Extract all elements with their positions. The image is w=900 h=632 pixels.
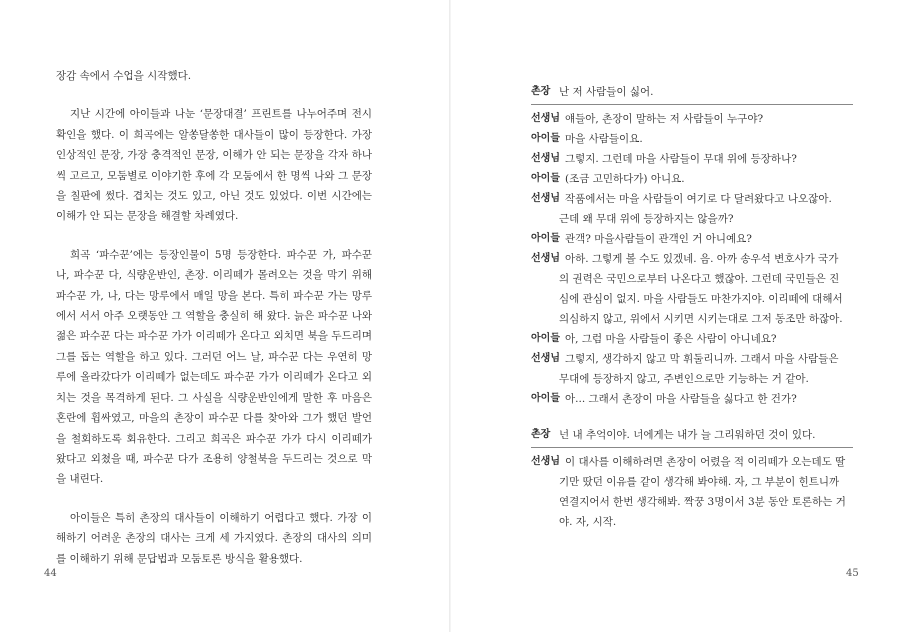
dialogue-text: 무대에 등장하지 않고, 주변인으로만 기능하는 거 같아. <box>559 373 809 385</box>
speaker-label: 촌장 <box>531 429 551 440</box>
dialogue-text: 마을 사람들이요. <box>565 133 643 145</box>
page-number: 44 <box>44 568 57 579</box>
quoted-line <box>531 425 853 445</box>
dialogue-line <box>531 229 853 249</box>
quoted-line <box>531 82 853 102</box>
dialogue-text: 의 권력은 국민으로부터 나온다고 했잖아. 그런데 국민들은 진 <box>559 273 840 285</box>
dialogue-line-continued <box>531 512 853 532</box>
dialogue-text: 근데 왜 무대 위에 등장하지는 않을까? <box>559 213 734 225</box>
dialogue-text: (조금 고민하다가) 아니요. <box>565 173 685 185</box>
dialogue-text: 기만 땄던 이유를 같이 생각해 봐야해. 자, 그 부분이 힌트니까 <box>559 476 840 488</box>
quoted-text: 넌 내 추억이야. 너에게는 내가 늘 그리워하던 것이 있다. <box>559 429 816 441</box>
dialogue-line <box>531 349 853 369</box>
page-number: 45 <box>846 568 859 579</box>
dialogue-line-continued <box>531 209 853 229</box>
dialogue-text: 야. 자, 시작. <box>559 516 617 528</box>
dialogue-text: 의심하지 않고, 위에서 시키면 시키는대로 그저 동조만 하잖아. <box>559 313 843 325</box>
block-spacer <box>531 409 853 425</box>
speaker-label: 아이들 <box>531 173 560 184</box>
quoted-text: 난 저 사람들이 싫어. <box>559 86 654 98</box>
dialogue-line <box>531 329 853 349</box>
dialogue-text: 이 대사를 이해하려면 촌장이 어렸을 적 이리떼가 오는데도 딸 <box>565 456 846 468</box>
dialogue-text: 연결지어서 한번 생각해봐. 짝꿍 3명이서 3분 동안 토론하는 거 <box>559 496 846 508</box>
dialogue-text: 그렇지. 그런데 마을 사람들이 무대 위에 등장하나? <box>565 153 797 165</box>
dialogue-text: 관객? 마을사람들이 관객인 거 아니예요? <box>565 233 752 245</box>
speaker-label: 촌장 <box>531 86 551 97</box>
dialogue-line-continued <box>531 269 853 289</box>
speaker-label: 아이들 <box>531 393 560 404</box>
dialogue-text: 얘들아, 촌장이 말하는 저 사람들이 누구야? <box>565 113 764 125</box>
dialogue-line <box>531 189 853 209</box>
dialogue-text: 아... 그래서 촌장이 마을 사람들을 싫다고 한 건가? <box>565 393 797 405</box>
speaker-label: 선생님 <box>531 113 560 124</box>
dialogue-text: 심에 관심이 없지. 마을 사람들도 마찬가지야. 이리떼에 대해서 <box>559 293 843 305</box>
paragraph: 지난 시간에 아이들과 나눈 ‘문장대결’ 프린트를 나누어주며 전시 확인을 했다. 이 희곡에는 알쏭달쏭한 대사들이 많이 등장한다. 가장 인상적인 문장, 가장 충격적인 문장, 이해가 안 되는 문장을 각자 하나씩 고르고, 모둠별로 이야기한 후에 각 모둠에서 한 명씩 나와 그 문장을 칠판에 썼다. 겹치는 것도 있고, 아닌 것도 있었다. 이번 시간에는 이해가 안 되는 문장을 해결할 차례였다. <box>56 108 372 223</box>
speaker-label: 아이들 <box>531 333 560 344</box>
dialogue-line-continued <box>531 472 853 492</box>
speaker-label: 선생님 <box>531 456 560 467</box>
dialogue-line <box>531 169 853 189</box>
dialogue-script <box>531 82 853 532</box>
paragraph: 희곡 ‘파수꾼’에는 등장인물이 5명 등장한다. 파수꾼 가, 파수꾼 나, 파수꾼 다, 식량운반인, 촌장. 이리떼가 몰려오는 것을 막기 위해 파수꾼 가, 나, 다는 망루에서 매일 망을 본다. 특히 파수꾼 가는 망루에서 서서 아주 오랫동안 그 역할을 충실히 해 왔다. 늙은 파수꾼 나와 젊은 파수꾼 다는 파수꾼 가가 이리떼가 온다고 외치면 북을 두드리며 그를 돕는 역할을 하고 있다. 그러던 어느 날, 파수꾼 다는 우연히 망루에 올라갔다가 이리떼가 없는데도 파수꾼 가가 이리떼가 온다고 외치는 것을 목격하게 된다. 그 사실을 식량운반인에게 말한 후 마음은 혼란에 휩싸였고, 마을의 촌장이 파수꾼 다를 찾아와 그가 했던 발언을 철회하도록 회유한다. 그리고 희곡은 파수꾼 가가 다시 이리떼가 왔다고 외쳤을 때, 파수꾼 다가 조용히 양철북을 두드리는 것으로 막을 내린다. <box>56 248 372 486</box>
speaker-label: 선생님 <box>531 153 560 164</box>
divider <box>531 104 853 105</box>
dialogue-line <box>531 452 853 472</box>
paragraph: 장감 속에서 수업을 시작했다. <box>56 70 192 82</box>
dialogue-text: 작품에서는 마을 사람들이 여기로 다 달려왔다고 나오잖아. <box>565 193 832 205</box>
dialogue-text: 아, 그럼 마을 사람들이 좋은 사람이 아니네요? <box>565 333 777 345</box>
dialogue-line-continued <box>531 289 853 309</box>
paragraph: 아이들은 특히 촌장의 대사들이 이해하기 어렵다고 했다. 가장 이해하기 어려운 촌장의 대사는 크게 세 가지였다. 촌장의 대사의 의미를 이해하기 위해 문답법과 모둠토론 방식을 활용했다. <box>56 511 372 565</box>
speaker-label: 선생님 <box>531 353 560 364</box>
dialogue-line <box>531 109 853 129</box>
right-page <box>451 0 900 632</box>
dialogue-line-continued <box>531 369 853 389</box>
dialogue-line-continued <box>531 309 853 329</box>
dialogue-text: 그렇지, 생각하지 않고 막 휘둘리니까. 그래서 마을 사람들은 <box>565 353 839 365</box>
divider <box>531 447 853 448</box>
left-page <box>0 0 449 632</box>
body-text <box>56 66 372 587</box>
dialogue-text: 아하. 그렇게 볼 수도 있겠네. 음. 아까 송우석 변호사가 국가 <box>565 253 839 265</box>
speaker-label: 선생님 <box>531 253 560 264</box>
speaker-label: 아이들 <box>531 233 560 244</box>
dialogue-line-continued <box>531 492 853 512</box>
dialogue-line <box>531 389 853 409</box>
dialogue-line <box>531 129 853 149</box>
dialogue-line <box>531 249 853 269</box>
speaker-label: 선생님 <box>531 193 560 204</box>
dialogue-line <box>531 149 853 169</box>
speaker-label: 아이들 <box>531 133 560 144</box>
